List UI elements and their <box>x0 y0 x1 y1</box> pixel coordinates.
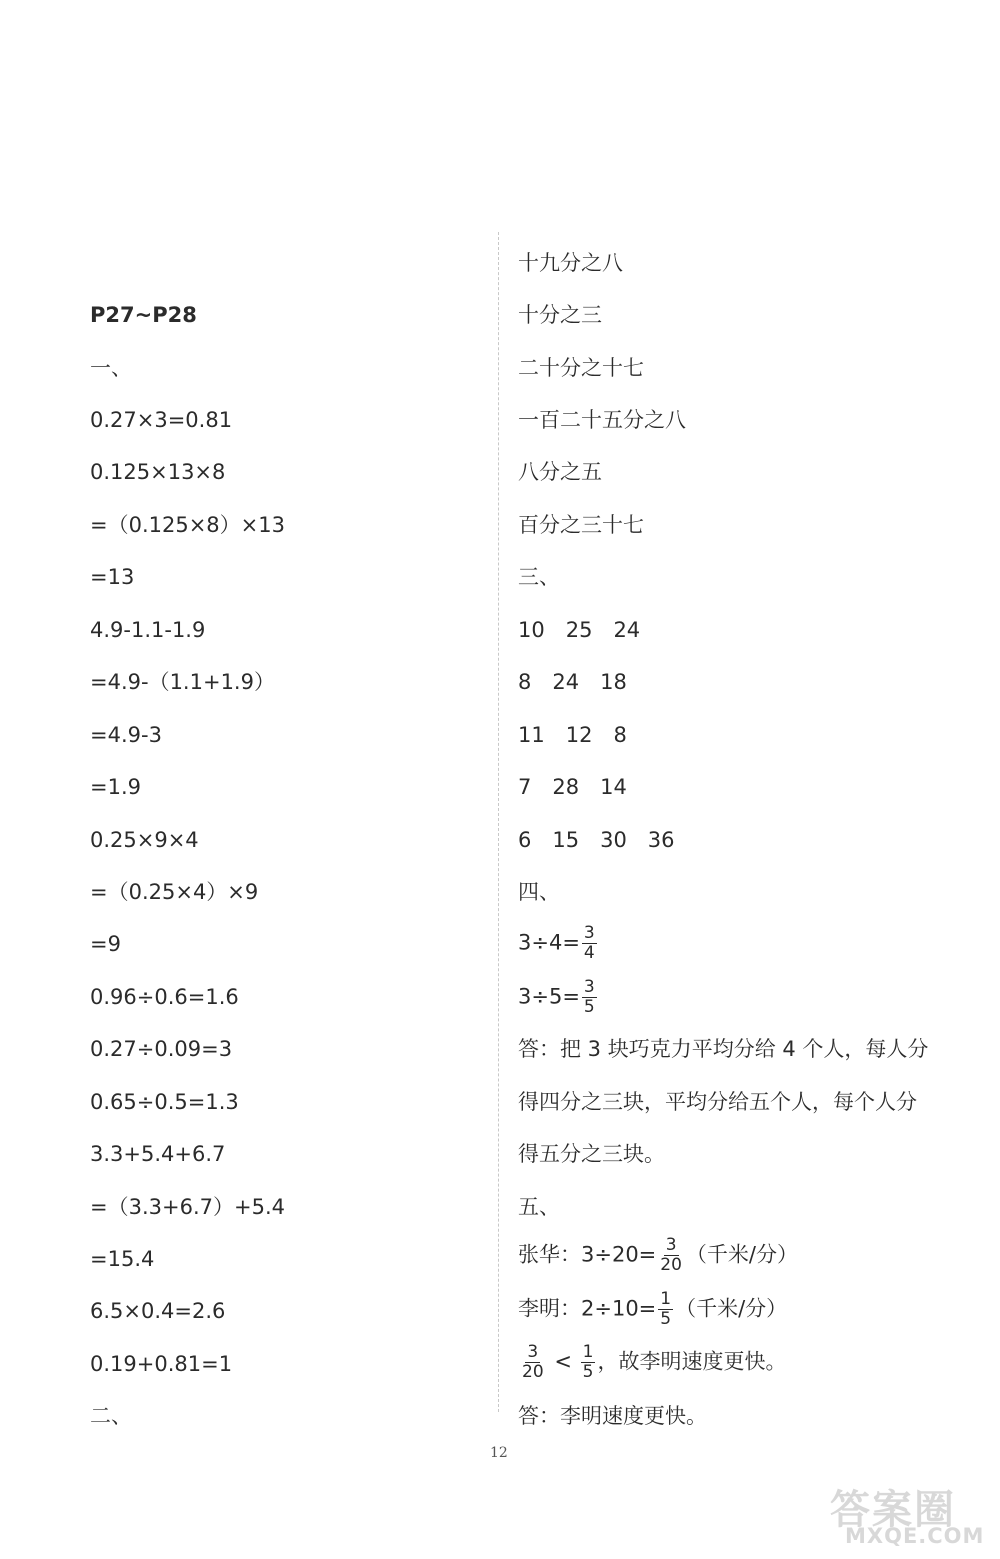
fraction-reading: 二十分之十七 <box>518 356 644 380</box>
conclusion-text: ，故李明速度更快。 <box>597 1349 787 1374</box>
numerator: 3 <box>583 923 595 943</box>
fraction <box>582 924 597 963</box>
calc-line: 0.96÷0.6=1.6 <box>90 985 239 1009</box>
watermark-en: MXQE.COM <box>845 1524 985 1548</box>
fraction-reading: 十分之三 <box>518 303 602 327</box>
numerator: 3 <box>583 977 595 997</box>
speed-equation-li <box>518 1290 787 1329</box>
fraction <box>658 1290 673 1329</box>
number-row: 6 15 30 36 <box>518 828 675 852</box>
calc-line: 0.25×9×4 <box>90 828 199 852</box>
fraction-reading: 八分之五 <box>518 460 602 484</box>
equation-lhs: 3÷4= <box>518 930 580 955</box>
calc-line: =15.4 <box>90 1247 155 1271</box>
denominator: 20 <box>660 1255 682 1275</box>
calc-line: =（0.25×4）×9 <box>90 880 259 904</box>
denominator: 20 <box>522 1362 544 1382</box>
fraction-reading: 十九分之八 <box>518 251 623 275</box>
calc-line: =9 <box>90 932 121 956</box>
page-number: 12 <box>490 1445 508 1461</box>
calc-line: 0.19+0.81=1 <box>90 1352 233 1376</box>
calc-line: 4.9-1.1-1.9 <box>90 618 206 642</box>
watermark-logo <box>800 1478 990 1553</box>
calc-line: =（0.125×8）×13 <box>90 513 285 537</box>
calc-line: 0.65÷0.5=1.3 <box>90 1090 239 1114</box>
fraction <box>658 1236 684 1275</box>
calc-line: =4.9-（1.1+1.9） <box>90 670 275 694</box>
number-row: 11 12 8 <box>518 723 627 747</box>
number-row: 10 25 24 <box>518 618 641 642</box>
fraction-equation <box>518 924 599 963</box>
section-heading-1: 一、 <box>90 356 132 380</box>
number-row: 7 28 14 <box>518 775 627 799</box>
watermark-cn: 答案圈 <box>830 1487 956 1533</box>
equation-lhs: 张华：3÷20= <box>518 1242 657 1267</box>
unit-label: （千米/分） <box>685 1242 798 1267</box>
less-than-sign: < <box>554 1349 572 1374</box>
calc-line: 3.3+5.4+6.7 <box>90 1142 226 1166</box>
column-divider <box>498 232 499 1412</box>
final-answer: 答：李明速度更快。 <box>518 1404 707 1428</box>
calc-line: =4.9-3 <box>90 723 162 747</box>
calc-line: 6.5×0.4=2.6 <box>90 1299 226 1323</box>
denominator: 5 <box>582 1362 594 1382</box>
answer-line: 得四分之三块，平均分给五个人，每个人分 <box>518 1090 917 1114</box>
answer-line: 得五分之三块。 <box>518 1142 665 1166</box>
answer-line: 答：把 3 块巧克力平均分给 4 个人，每人分 <box>518 1037 929 1061</box>
fraction <box>520 1343 546 1382</box>
fraction <box>581 1343 596 1382</box>
numerator: 3 <box>665 1235 677 1255</box>
section-heading-2: 二、 <box>90 1404 132 1428</box>
equation-lhs: 3÷5= <box>518 984 580 1009</box>
denominator: 5 <box>583 997 595 1017</box>
calc-line: =1.9 <box>90 775 141 799</box>
comparison-line <box>518 1343 786 1382</box>
numerator: 1 <box>582 1342 594 1362</box>
fraction <box>582 978 597 1017</box>
number-row: 8 24 18 <box>518 670 627 694</box>
fraction-reading: 一百二十五分之八 <box>518 408 686 432</box>
calc-line: 0.27×3=0.81 <box>90 408 233 432</box>
fraction-reading: 百分之三十七 <box>518 513 644 537</box>
calc-line: =（3.3+6.7）+5.4 <box>90 1195 285 1219</box>
fraction-equation <box>518 978 599 1017</box>
section-heading-4: 四、 <box>518 880 560 904</box>
section-heading-3: 三、 <box>518 565 560 589</box>
calc-line: 0.125×13×8 <box>90 460 226 484</box>
denominator: 4 <box>583 943 595 963</box>
speed-equation-zhang <box>518 1236 798 1275</box>
denominator: 5 <box>660 1309 672 1329</box>
section-title: P27~P28 <box>90 303 197 327</box>
section-heading-5: 五、 <box>518 1195 560 1219</box>
equation-lhs: 李明：2÷10= <box>518 1296 657 1321</box>
unit-label: （千米/分） <box>675 1296 788 1321</box>
numerator: 3 <box>527 1342 539 1362</box>
numerator: 1 <box>660 1289 672 1309</box>
calc-line: 0.27÷0.09=3 <box>90 1037 233 1061</box>
calc-line: =13 <box>90 565 135 589</box>
